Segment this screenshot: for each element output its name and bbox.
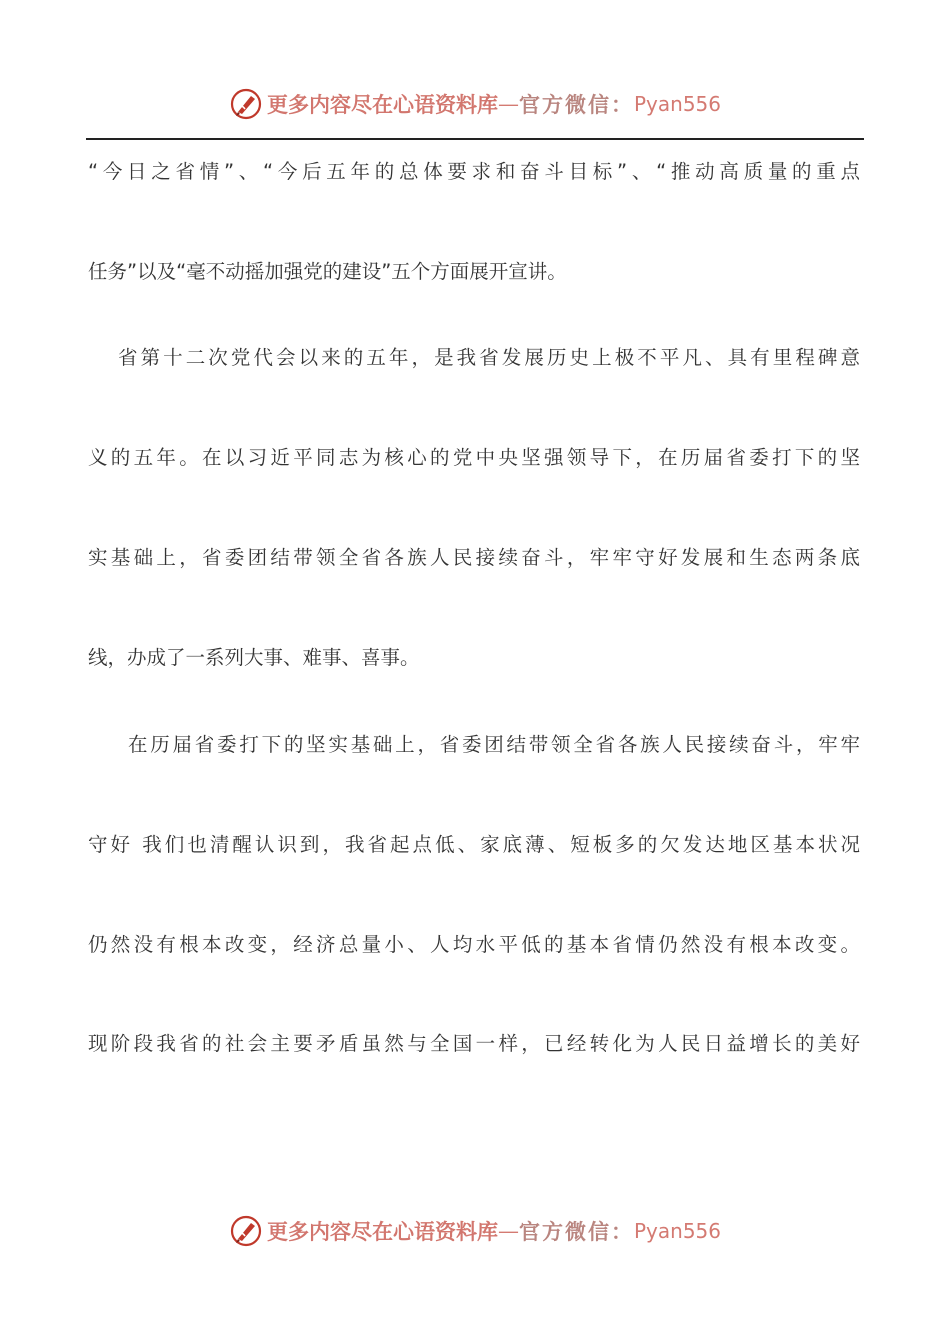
banner-dash: —: [497, 92, 519, 116]
body-line-10: 现阶段我省的社会主要矛盾虽然与全国一样，已经转化为人民日益增长的美好: [88, 1032, 860, 1055]
banner-wechat-id: Pyan556: [633, 1219, 721, 1243]
body-line-2: 任务”以及“毫不动摇加强党的建设”五个方面展开宣讲。: [88, 260, 567, 283]
banner-brand-text: 更多内容尽在心语资料库: [266, 1219, 498, 1244]
banner-dash: —: [497, 1219, 519, 1243]
body-line-9: 仍然没有根本改变，经济总量小、人均水平低的基本省情仍然没有根本改变。: [88, 933, 860, 956]
body-line-5: 实基础上，省委团结带领全省各族人民接续奋斗，牢牢守好发展和生态两条底: [88, 546, 860, 569]
body-line-6: 线，办成了一系列大事、难事、喜事。: [88, 646, 420, 669]
pen-logo-icon: [229, 1214, 263, 1248]
body-line-4: 义的五年。在以习近平同志为核心的党中央坚强领导下，在历届省委打下的坚: [88, 446, 860, 469]
body-line-1: “今日之省情”、“今后五年的总体要求和奋斗目标”、“推动高质量的重点: [88, 160, 860, 183]
body-line-7: 在历届省委打下的坚实基础上，省委团结带领全省各族人民接续奋斗，牢牢: [128, 733, 860, 756]
body-line-3: 省第十二次党代会以来的五年，是我省发展历史上极不平凡、具有里程碑意: [118, 346, 860, 369]
header-banner: [0, 84, 950, 124]
banner-brand-text: 更多内容尽在心语资料库: [266, 92, 498, 117]
pen-logo-icon: [229, 87, 263, 121]
body-line-8: 守好 我们也清醒认识到，我省起点低、家底薄、短板多的欠发达地区基本状况: [88, 833, 860, 856]
banner-wechat-label: 官方微信：: [518, 1219, 634, 1244]
footer-banner: [0, 1211, 950, 1251]
header-divider: [86, 138, 864, 140]
banner-wechat-label: 官方微信：: [518, 92, 634, 117]
banner-wechat-id: Pyan556: [633, 92, 721, 116]
